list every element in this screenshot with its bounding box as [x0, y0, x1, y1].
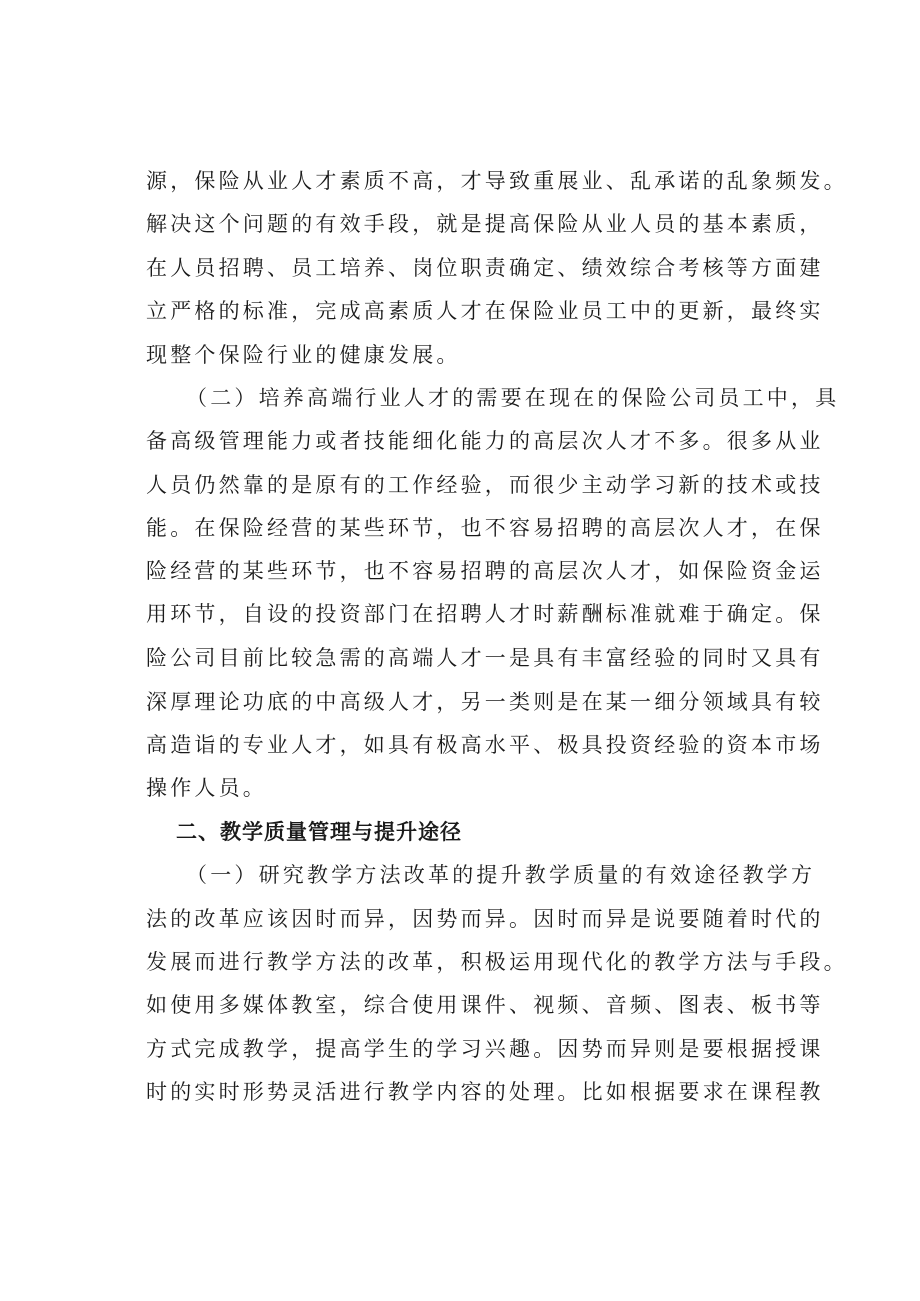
text-line: 现整个保险行业的健康发展。	[146, 343, 461, 367]
text-line: 险经营的某些环节，也不容易招聘的高层次人才，如保险资金运	[146, 559, 824, 583]
text-line: 人员仍然靠的是原有的工作经验，而很少主动学习新的技术或技	[146, 473, 824, 497]
text-line: 在人员招聘、员工培养、岗位职责确定、绩效综合考核等方面建	[146, 256, 824, 280]
text-line: 时的实时形势灵活进行教学内容的处理。比如根据要求在课程教	[146, 1080, 824, 1104]
text-line: 高造诣的专业人才，如具有极高水平、极具投资经验的资本市场	[146, 733, 824, 757]
text-line: 用环节，自设的投资部门在招聘人才时薪酬标准就难于确定。保	[146, 602, 824, 626]
text-line: 深厚理论功底的中高级人才，另一类则是在某一细分领域具有较	[146, 690, 824, 714]
text-line: 解决这个问题的有效手段，就是提高保险从业人员的基本素质，	[146, 212, 824, 236]
text-line: 操作人员。	[146, 776, 267, 800]
text-line: 发展而进行教学方法的改革，积极运用现代化的教学方法与手段。	[146, 950, 848, 974]
text-line: 源，保险从业人才素质不高，才导致重展业、乱承诺的乱象频发。	[146, 169, 848, 193]
text-line: 险公司目前比较急需的高端人才一是具有丰富经验的同时又具有	[146, 646, 824, 670]
text-line: 能。在保险经营的某些环节，也不容易招聘的高层次人才，在保	[146, 516, 824, 540]
text-line: 如使用多媒体教室，综合使用课件、视频、音频、图表、板书等	[146, 993, 824, 1017]
text-line: 法的改革应该因时而异，因势而异。因时而异是说要随着时代的	[146, 907, 824, 931]
section-heading: 二、教学质量管理与提升途径	[176, 820, 462, 844]
text-line: 方式完成教学，提高学生的学习兴趣。因势而异则是要根据授课	[146, 1037, 824, 1061]
text-line: 立严格的标准，完成高素质人才在保险业员工中的更新，最终实	[146, 299, 824, 323]
paragraph-start-line: （二）培养高端行业人才的需要在现在的保险公司员工中，具	[186, 386, 840, 410]
paragraph-start-line: （一）研究教学方法改革的提升教学质量的有效途径教学方	[186, 863, 816, 887]
text-line: 备高级管理能力或者技能细化能力的高层次人才不多。很多从业	[146, 429, 824, 453]
